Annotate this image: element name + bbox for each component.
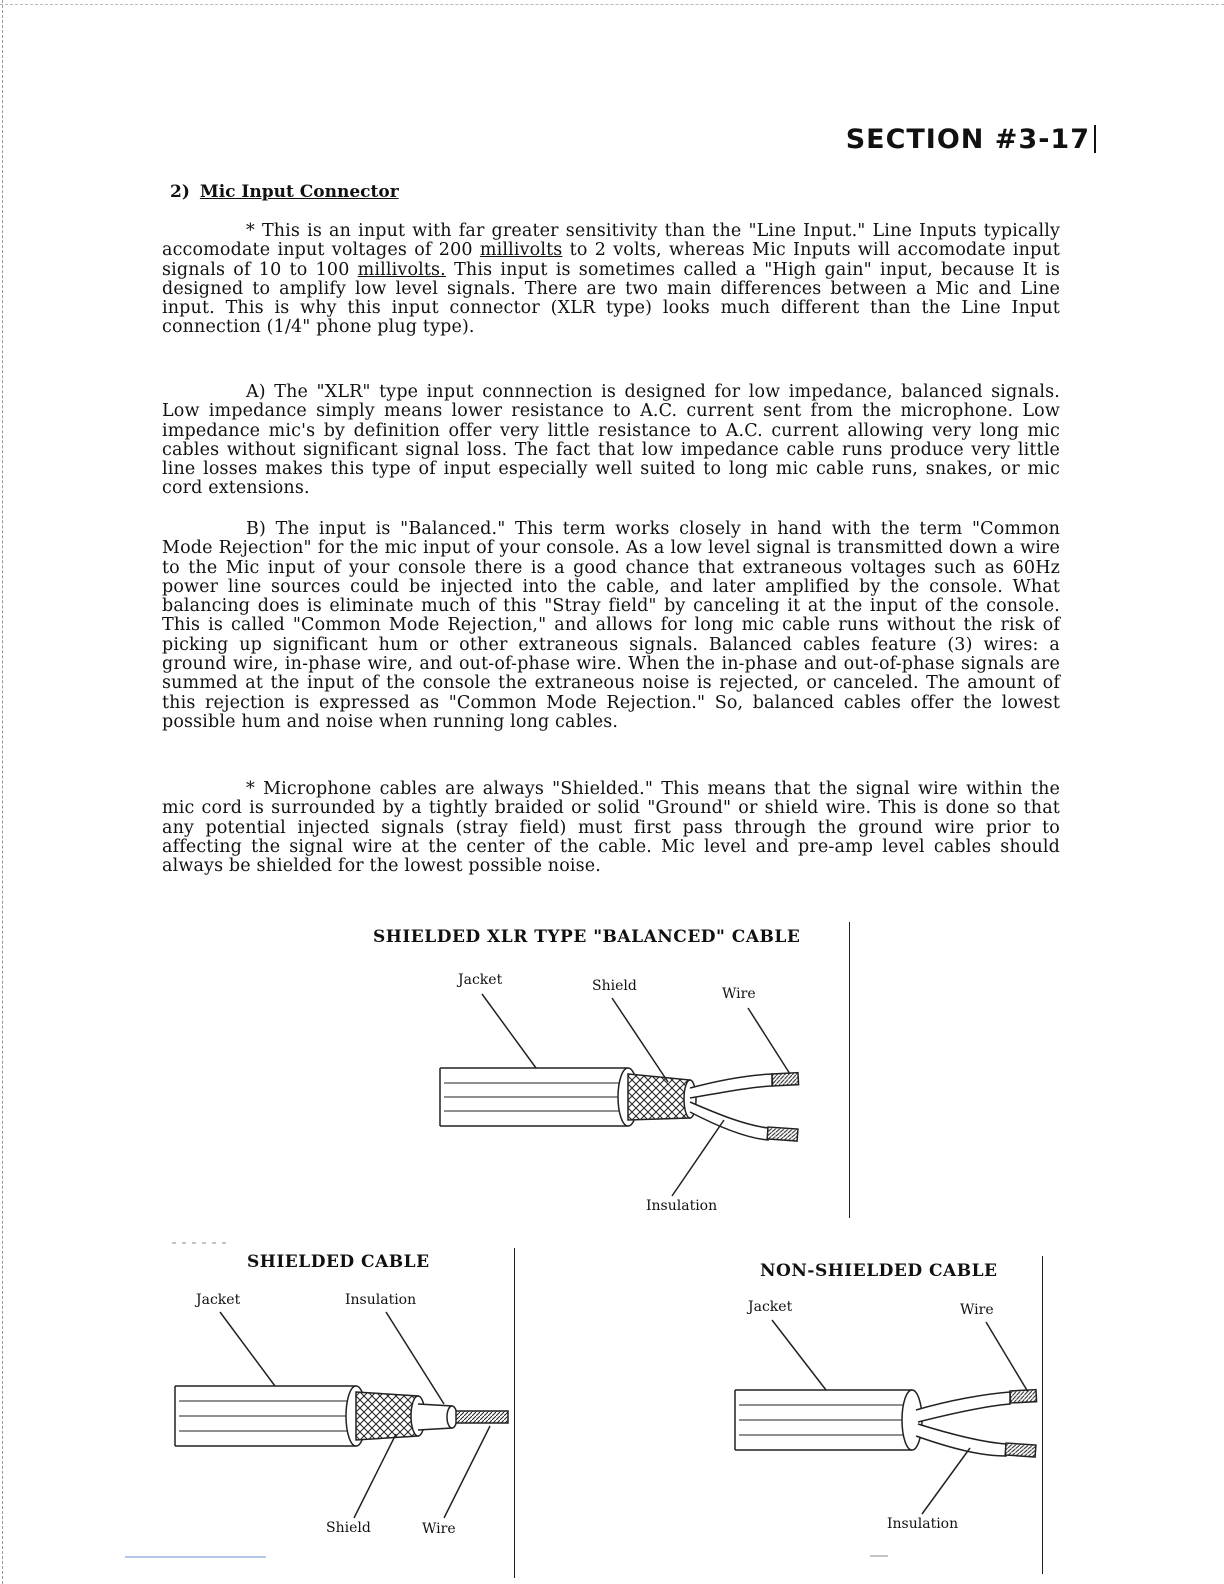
leader-line xyxy=(354,1434,396,1518)
leader-line xyxy=(444,1426,490,1518)
leader-line xyxy=(922,1448,970,1514)
wire-lower xyxy=(690,1102,768,1140)
wire-upper xyxy=(916,1392,1010,1422)
subsection-number: 2) xyxy=(170,182,190,202)
underlined-term: millivolts xyxy=(479,240,563,261)
paragraph-text: A) The "XLR" type input connnection is designed for low impedance, balanced signals. Low impedance simply means lower resistance to A.C. current sent from the microphone. Low impedance mic's by definition offer very little resistance to A.C. current allowing very long mic cables without significant signal loss. The fact that low impedance cable runs produce very little line losses makes this type of input especially well suited to long mic cable runs, snakes, or mic cord extensions. xyxy=(162,382,1060,499)
label-wire: Wire xyxy=(722,986,756,1002)
label-insulation: Insulation xyxy=(887,1516,959,1532)
label-jacket: Jacket xyxy=(748,1299,793,1315)
shield-braid xyxy=(628,1074,690,1120)
paragraph-text: to 2 volts, whereas Mic Inputs will accomodate input signals of 10 to 100 xyxy=(162,240,1060,280)
figure-caption-xlr: SHIELDED XLR TYPE "BALANCED" CABLE xyxy=(373,927,801,947)
paragraph-lead: * This is an input with far greater sensitivity than the "Line Input." Line Inputs typically accomodate input voltages of 200 xyxy=(162,221,1060,261)
label-wire: Wire xyxy=(422,1521,456,1537)
leader-line xyxy=(386,1312,444,1404)
label-jacket: Jacket xyxy=(458,972,503,988)
label-insulation: Insulation xyxy=(345,1292,417,1308)
wire-strands xyxy=(767,1127,798,1141)
figure-caption-shielded: SHIELDED CABLE xyxy=(247,1252,430,1272)
leader-line xyxy=(220,1312,275,1386)
label-jacket: Jacket xyxy=(196,1292,241,1308)
underlined-term: millivolts. xyxy=(357,259,446,280)
wire-strands xyxy=(1010,1390,1037,1403)
label-wire: Wire xyxy=(960,1302,994,1318)
jacket-stripes xyxy=(739,1405,910,1435)
wire-upper xyxy=(690,1074,772,1098)
shield-braid xyxy=(356,1392,418,1440)
leader-line xyxy=(482,994,536,1068)
paragraph-text: B) The input is "Balanced." This term works closely in hand with the term "Common Mode Rejection" for the mic input of your console. As a low level signal is transmitted down a wire to the Mic input of your console there is a good chance that extraneous voltages such as 60Hz power line sources could be injected into the cable, and later amplified by the console. What balancing does is eliminate much of this "Stray field" by canceling it at the input of the console. This is called "Common Mode Rejection," and allows for long mic cable runs without the risk of picking up significant hum or other extraneous signals. Balanced cables feature (3) wires: a ground wire, in-phase wire, and out-of-phase wire. When the in-phase and out-of-phase signals are summed at the input of the console the extraneous noise is rejected, or canceled. The amount of this rejection is expressed as "Common Mode Rejection." So, balanced cables offer the lowest possible hum and noise when running long cables. xyxy=(162,519,1060,732)
wire-strands xyxy=(456,1411,508,1423)
scan-marks xyxy=(125,1243,888,1557)
leader-line xyxy=(672,1120,724,1196)
non-shielded-cable-drawing xyxy=(735,1320,1037,1514)
subsection-title: Mic Input Connector xyxy=(199,182,399,202)
wire-lower xyxy=(916,1424,1006,1456)
leader-line xyxy=(986,1322,1028,1392)
paragraph-text: This input is sometimes called a "High gain" input, because It is designed to amplify low level signals. There are two main differences between a Mic and Line input. This is why this input connector (XLR type) looks much different than the Line Input connection (1/4" phone plug type). xyxy=(162,259,1060,338)
leader-line xyxy=(748,1008,790,1074)
leader-line xyxy=(612,998,668,1082)
figure-caption-non-shielded: NON-SHIELDED CABLE xyxy=(760,1261,998,1281)
jacket-stripes xyxy=(444,1083,626,1111)
leader-line xyxy=(772,1320,826,1390)
wire-strands xyxy=(1005,1443,1036,1457)
wire-strands xyxy=(772,1073,799,1086)
jacket-stripes xyxy=(179,1401,354,1431)
xlr-cable-drawing xyxy=(440,994,799,1196)
paragraph-text: * Microphone cables are always "Shielded." This means that the signal wire within the mic cord is surrounded by a tightly braided or solid "Ground" or shield wire. This is done so that any potential injected signals (stray field) must first pass through the ground wire prior to affecting the signal wire at the center of the cable. Mic level and pre-amp level cables should always be shielded for the lowest possible noise. xyxy=(162,779,1060,877)
shielded-cable-drawing xyxy=(175,1312,508,1518)
label-insulation: Insulation xyxy=(646,1198,718,1214)
label-shield: Shield xyxy=(326,1520,371,1536)
label-shield: Shield xyxy=(592,978,637,994)
section-number: SECTION #3-17 xyxy=(845,124,1090,155)
